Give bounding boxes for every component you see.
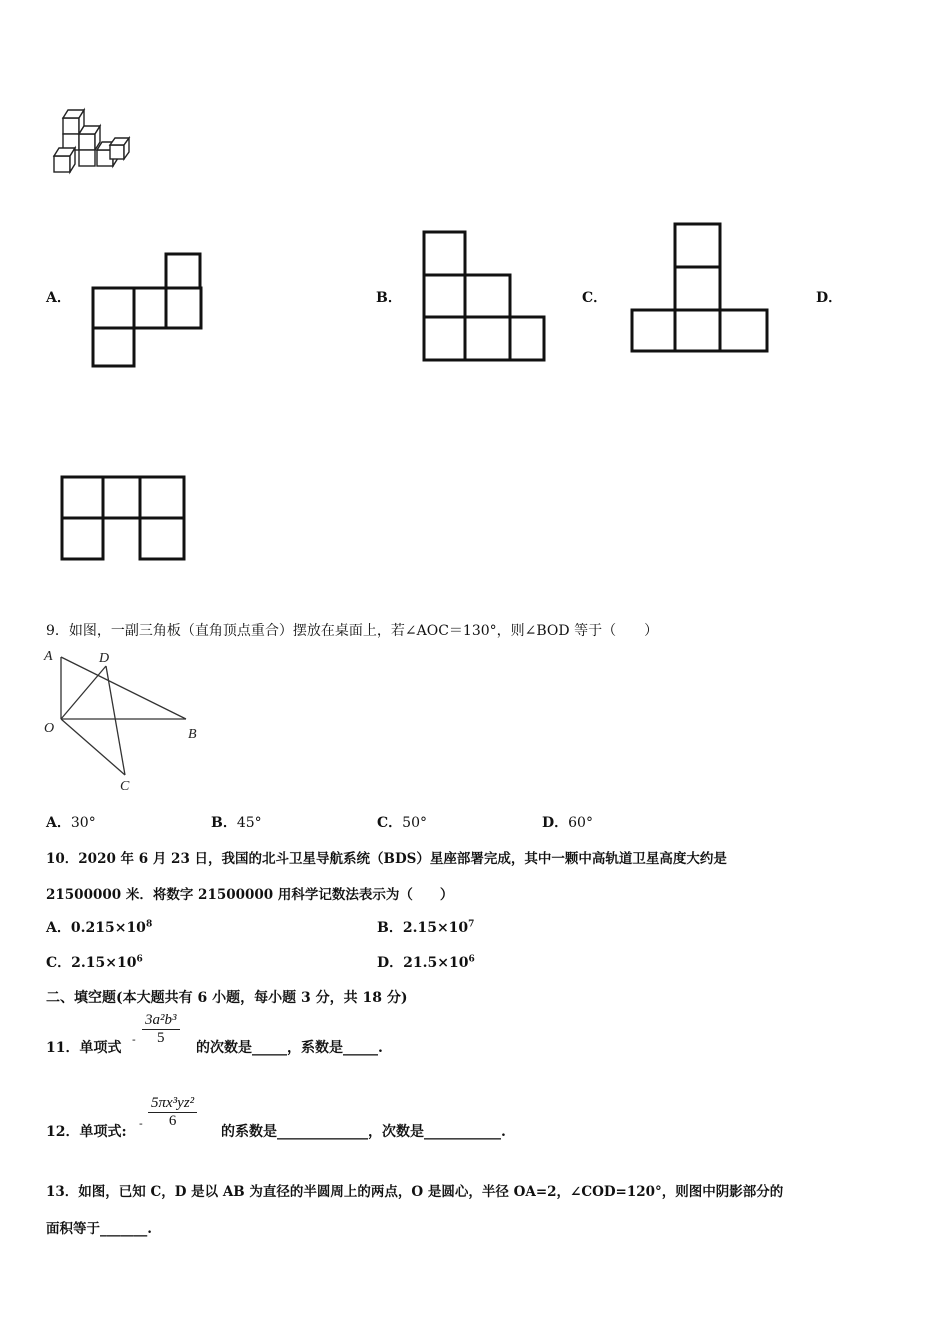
q9-option-a-label: A．	[46, 815, 71, 831]
q9-option-a[interactable]	[46, 812, 96, 832]
q9-option-c-label: C．	[377, 815, 403, 831]
q11-sign: -	[132, 1033, 136, 1046]
q10-option-a-exp: 8	[145, 919, 153, 930]
q9-option-b-label: B．	[211, 815, 237, 831]
q12-suffix: 的系数是_____________，次数是___________.	[221, 1124, 506, 1140]
q10-option-b-base: 2.15×10	[402, 920, 469, 936]
q9-stem: 9．如图，一副三角板（直角顶点重合）摆放在桌面上，若∠AOC＝130°，则∠BOD 等于（ ）	[46, 623, 659, 639]
q9-label-b: B	[188, 727, 197, 742]
q9-option-d[interactable]	[542, 812, 593, 832]
q10-option-d-base: 21.5×10	[403, 955, 469, 971]
q8-option-a-label[interactable]: A．	[46, 290, 71, 306]
q10-stem-line2: 21500000 米．将数字 21500000 用科学记数法表示为（ ）	[46, 887, 454, 903]
q9-option-b-text: 45°	[236, 815, 262, 831]
q9-label-a: A	[44, 649, 53, 664]
q10-option-d-label: D．	[377, 955, 404, 971]
q10-option-c-base: 2.15×10	[71, 955, 137, 971]
q10-option-b-exp: 7	[468, 919, 475, 930]
q11-suffix: 的次数是_____，系数是_____.	[196, 1040, 383, 1056]
q11-fraction	[142, 1012, 180, 1047]
q12-sign: -	[139, 1117, 143, 1130]
q11-prefix: 11．单项式	[46, 1040, 122, 1056]
q11-denominator: 5	[157, 1030, 165, 1046]
q10-option-b-label: B．	[377, 920, 403, 936]
q8-option-c-label[interactable]: C．	[582, 290, 608, 306]
q9-label-c: C	[120, 779, 130, 794]
q10-option-c-label: C．	[46, 955, 72, 971]
q9-option-c[interactable]	[377, 812, 427, 832]
q12-denominator: 6	[168, 1113, 177, 1129]
q11-numerator: 3a²b³	[142, 1012, 180, 1030]
q9-label-o: O	[44, 721, 55, 736]
q10-option-a[interactable]	[46, 917, 152, 937]
q9-option-c-text: 50°	[402, 815, 427, 831]
q10-option-b[interactable]	[377, 917, 474, 937]
q10-option-a-label: A．	[46, 920, 71, 936]
q12-numerator: 5πx³yz²	[148, 1095, 197, 1113]
q10-option-a-base: 0.215×10	[70, 920, 146, 936]
q10-option-d-exp: 6	[468, 954, 475, 965]
q10-option-c-exp: 6	[136, 954, 143, 965]
q10-option-c[interactable]	[46, 952, 143, 972]
q9-option-d-label: D．	[542, 815, 569, 831]
q13-line2: 面积等于_______.	[46, 1221, 152, 1237]
q9-option-b[interactable]	[211, 812, 262, 832]
q9-option-a-text: 30°	[70, 815, 96, 831]
q10-option-d[interactable]	[377, 952, 475, 972]
q9-option-d-text: 60°	[568, 815, 593, 831]
q13-line1: 13．如图，已知 C，D 是以 AB 为直径的半圆周上的两点，O 是圆心，半径 OA=2，∠COD=120°，则图中阴影部分的	[46, 1184, 784, 1200]
q12-fraction	[148, 1095, 197, 1130]
q10-stem-line1: 10．2020 年 6 月 23 日，我国的北斗卫星导航系统（BDS）星座部署完成，其中一颗中高轨道卫星高度大约是	[46, 851, 727, 867]
section-2-title: 二、填空题(本大题共有 6 小题，每小题 3 分，共 18 分)	[46, 990, 408, 1006]
q12-prefix: 12．单项式:	[46, 1124, 127, 1140]
q8-option-b-label[interactable]: B．	[376, 290, 402, 306]
q9-label-d: D	[99, 651, 110, 666]
q8-option-d-label[interactable]: D．	[816, 290, 843, 306]
